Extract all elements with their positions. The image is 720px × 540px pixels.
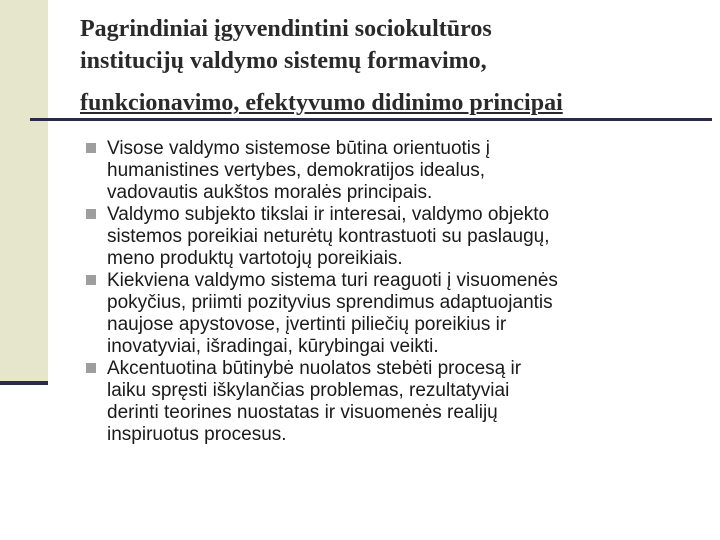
square-bullet-icon: [86, 209, 96, 219]
bullet-item: [86, 358, 696, 446]
bullet-line: vadovautis aukštos moralės principais.: [107, 182, 433, 203]
bullet-line: Akcentuotina būtinybė nuolatos stebėti procesą ir: [107, 358, 522, 379]
square-bullet-icon: [86, 363, 96, 373]
bullet-line: Kiekviena valdymo sistema turi reaguoti į visuomenės: [107, 270, 558, 291]
title-line: Pagrindiniai įgyvendintini sociokultūros: [80, 16, 492, 42]
title-line: institucijų valdymo sistemų formavimo,: [80, 48, 487, 74]
bullet-list: [86, 138, 696, 446]
bullet-text: [107, 138, 696, 204]
bullet-line: inspiruotus procesus.: [107, 424, 287, 445]
square-bullet-icon: [86, 275, 96, 285]
side-accent-bar: [0, 0, 48, 384]
bullet-line: humanistines vertybes, demokratijos idealus,: [107, 160, 486, 181]
bullet-line: meno produktų vartotojų poreikiais.: [107, 248, 403, 269]
bullet-text: [107, 204, 696, 270]
bullet-line: inovatyviai, išradingai, kūrybingai veikti.: [107, 336, 439, 357]
slide-title: [80, 13, 705, 119]
bullet-item: [86, 270, 696, 358]
bullet-text: [107, 270, 696, 358]
title-line: funkcionavimo, efektyvumo didinimo principai: [80, 90, 563, 116]
bullet-line: naujose apystovose, įvertinti piliečių poreikius ir: [107, 314, 507, 335]
bullet-item: [86, 138, 696, 204]
bullet-line: sistemos poreikiai neturėtų kontrastuoti su paslaugų,: [107, 226, 550, 247]
bullet-line: laiku spręsti iškylančias problemas, rezultatyviai: [107, 380, 510, 401]
square-bullet-icon: [86, 143, 96, 153]
bullet-line: pokyčius, priimti pozityvius sprendimus adaptuojantis: [107, 292, 553, 313]
bullet-line: Valdymo subjekto tikslai ir interesai, valdymo objekto: [107, 204, 550, 225]
bullet-line: derinti teorines nuostatas ir visuomenės realijų: [107, 402, 498, 423]
bullet-line: Visose valdymo sistemose būtina orientuotis į: [107, 138, 491, 159]
bullet-text: [107, 358, 696, 446]
title-underline-rule: [30, 118, 712, 121]
bullet-item: [86, 204, 696, 270]
side-accent-rule: [0, 381, 48, 385]
